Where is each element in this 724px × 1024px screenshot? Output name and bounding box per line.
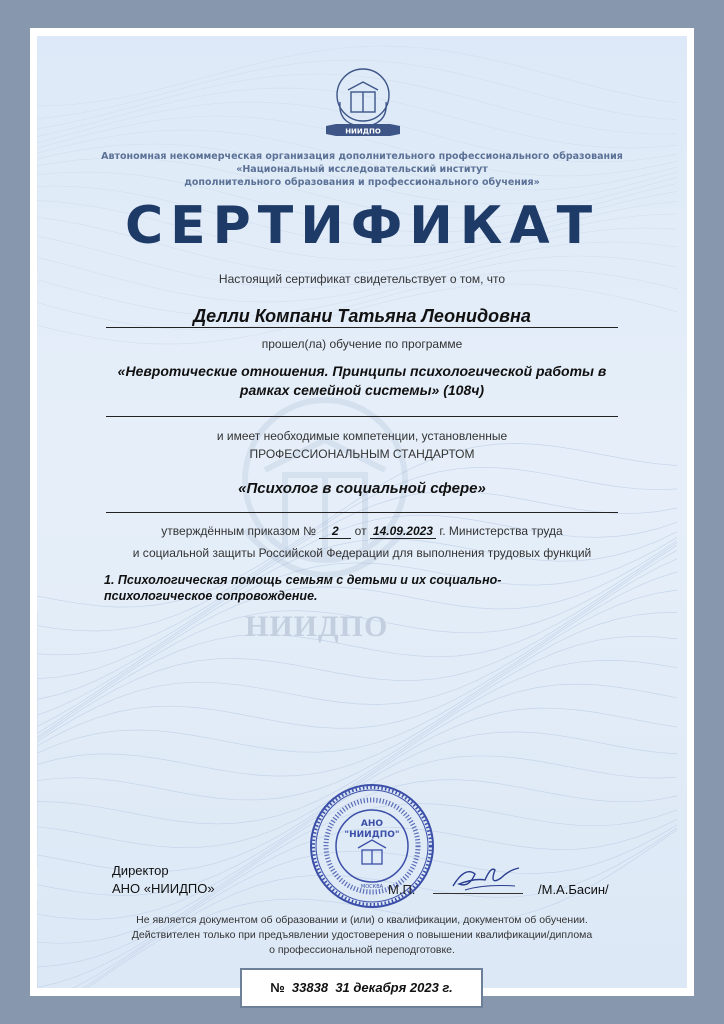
order-from: от [354, 524, 367, 538]
labor-function-line-2: психологическое сопровождение. [104, 589, 318, 603]
program-underline [106, 416, 618, 417]
watermark-text: НИИДПО [245, 610, 389, 643]
org-name-line-1: Автономная некоммерческая организация дополнительного профессионального образования [101, 151, 623, 162]
stamp-center-text: "НИИДПО" [344, 830, 400, 840]
standard-name: «Психолог в социальной сфере» [238, 480, 486, 497]
disclaimer-line-3: о профессиональной переподготовке. [269, 944, 455, 956]
ministry-text: и социальной защиты Российской Федерации для выполнения трудовых функций [132, 546, 592, 560]
order-suffix: г. Министерства труда [439, 524, 563, 538]
certificate-title: СЕРТИФИКАТ [124, 196, 600, 256]
competence-text: и имеет необходимые компетенции, установленные [216, 429, 508, 443]
certificate-number: 33838 [291, 980, 329, 995]
disclaimer-line-1: Не является документом об образовании и (или) о квалификации, документом об обучении. [136, 914, 588, 926]
stamp-top-text: АНО [360, 819, 384, 829]
certificate-number-box [240, 968, 483, 1008]
disclaimer [70, 913, 654, 958]
official-stamp-icon [308, 782, 436, 910]
intro-text: Настоящий сертификат свидетельствует о том, что [218, 272, 506, 286]
certificate-date: 31 декабря 2023 г. [335, 980, 453, 995]
number-sign: № [270, 980, 285, 995]
program-intro: прошел(ла) обучение по программе [261, 337, 463, 351]
logo-label: НИИДПО [345, 127, 381, 136]
director-org: АНО «НИИДПО» [112, 881, 215, 896]
standard-label: ПРОФЕССИОНАЛЬНЫМ СТАНДАРТОМ [249, 447, 475, 461]
director-title: Директор [112, 863, 169, 878]
stamp-bottom-text: МОСКВА [360, 884, 384, 890]
org-name-line-2: «Национальный исследовательский институт [236, 164, 488, 175]
standard-underline [106, 512, 618, 513]
labor-function-line-1: 1. Психологическая помощь семьям с детьми и их социально- [104, 573, 502, 587]
program-title-line-2: рамках семейной системы» (108ч) [239, 382, 485, 398]
disclaimer-line-2: Действителен только при предъявлении удостоверения о повышении квалификации/диплома [131, 929, 593, 941]
order-prefix: утверждённым приказом № [161, 524, 316, 538]
seal-place-label: М.П. [388, 882, 416, 897]
name-underline [106, 327, 618, 328]
niidpo-emblem-icon [318, 62, 408, 142]
director-name: /М.А.Басин/ [538, 882, 609, 897]
program-title-line-1: «Невротические отношения. Принципы психологической работы в [117, 363, 607, 379]
order-number: 2 [319, 524, 351, 539]
recipient-name: Делли Компани Татьяна Леонидовна [193, 306, 531, 326]
order-date: 14.09.2023 [370, 524, 436, 539]
order-line [80, 524, 644, 539]
director-signature-icon [445, 860, 525, 896]
org-name-line-3: дополнительного образования и профессионального обучения» [184, 177, 540, 188]
